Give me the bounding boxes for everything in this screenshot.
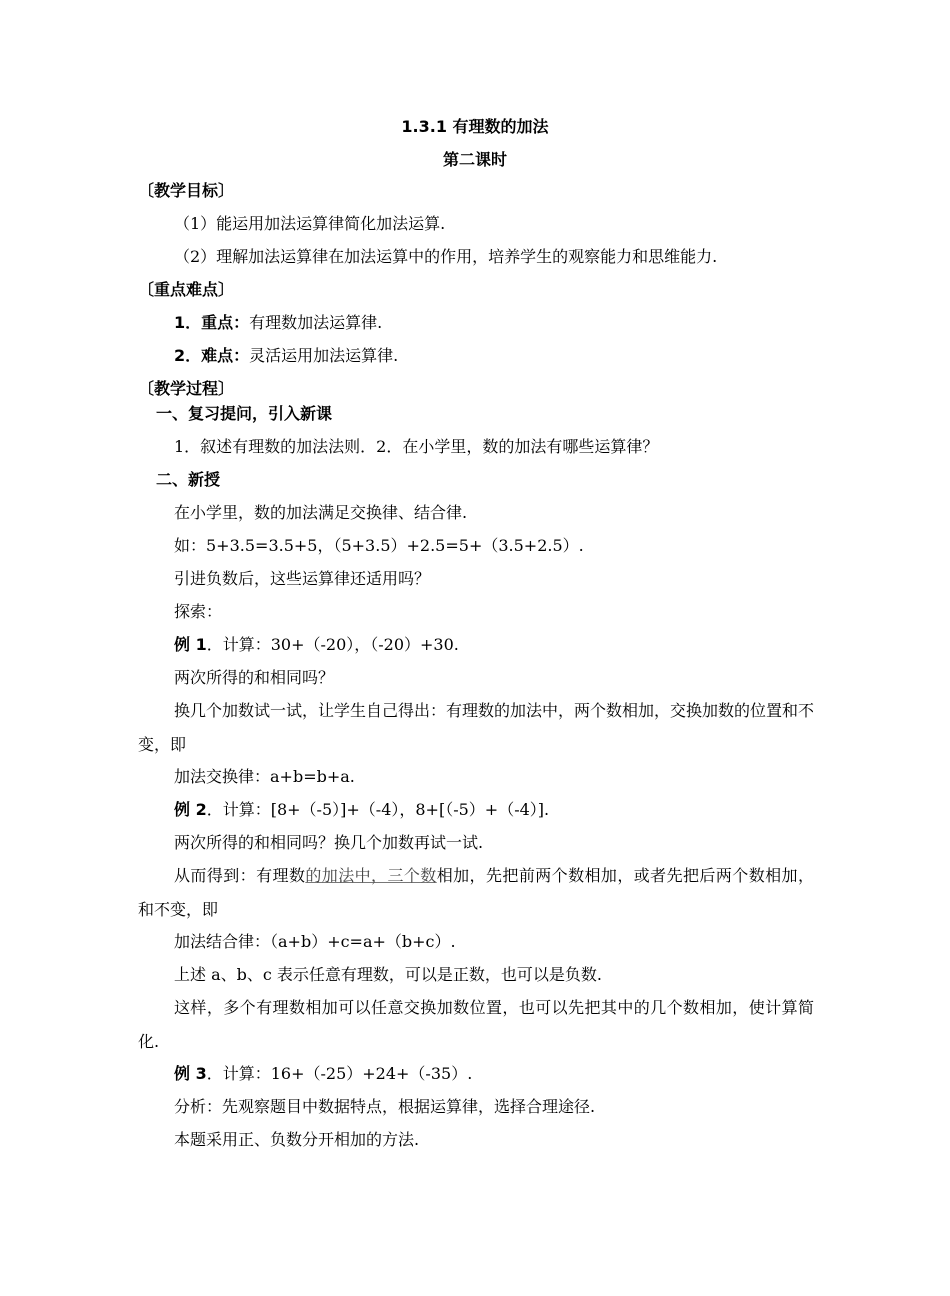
example-label: 例 1 — [174, 635, 207, 654]
objectives-heading: 〔教学目标〕 — [138, 181, 235, 200]
example-2 — [174, 799, 549, 821]
paragraph: 两次所得的和相同吗？换几个加数再试一试. — [174, 833, 484, 852]
paragraph: 加法结合律：（a+b）+c=a+（b+c）. — [174, 932, 456, 951]
key-point-text: 有理数加法运算律. — [249, 313, 383, 332]
example-3 — [174, 1063, 472, 1085]
section-review-heading: 一、复习提问，引入新课 — [156, 404, 333, 423]
paragraph: 两次所得的和相同吗？ — [174, 668, 335, 687]
document-title: 1.3.1 有理数的加法 — [401, 117, 549, 136]
paragraph-wrapped — [138, 859, 814, 927]
key-point-item-2 — [174, 345, 398, 367]
example-1 — [174, 634, 459, 656]
example-text: ．计算：16+（-25）+24+（-35）. — [206, 1064, 473, 1083]
paragraph: 上述 a、b、c 表示任意有理数，可以是正数，也可以是负数. — [174, 965, 603, 984]
underlined-text: 的加法中，三个数 — [305, 866, 437, 885]
key-point-label: 1．重点： — [174, 313, 250, 332]
paragraph: 本题采用正、负数分开相加的方法. — [174, 1130, 420, 1149]
example-text: ．计算：[8+（-5）]+（-4），8+[（-5）+（-4）]. — [206, 800, 550, 819]
objective-item-1: （1）能运用加法运算律简化加法运算. — [174, 214, 446, 233]
document-subtitle: 第二课时 — [442, 150, 507, 169]
key-points-heading: 〔重点难点〕 — [138, 280, 235, 299]
example-label: 例 2 — [174, 800, 207, 819]
section-review-text: 1．叙述有理数的加法法则．2．在小学里，数的加法有哪些运算律？ — [174, 437, 659, 456]
paragraph-wrapped: 这样，多个有理数相加可以任意交换加数位置，也可以先把其中的几个数相加，使计算简化. — [138, 998, 814, 1051]
key-point-item-1 — [174, 312, 382, 334]
difficulty-label: 2．难点： — [174, 346, 250, 365]
process-heading: 〔教学过程〕 — [138, 379, 235, 398]
paragraph: 探索： — [174, 602, 223, 621]
paragraph: 在小学里，数的加法满足交换律、结合律. — [174, 503, 468, 522]
paragraph: 引进负数后，这些运算律还适用吗？ — [174, 569, 431, 588]
objective-item-2: （2）理解加法运算律在加法运算中的作用，培养学生的观察能力和思维能力. — [174, 247, 718, 266]
paragraph: 如：5+3.5=3.5+5，（5+3.5）+2.5=5+（3.5+2.5）. — [174, 536, 584, 555]
example-text: ．计算：30+（-20），（-20）+30. — [206, 635, 459, 654]
text-run: 从而得到：有理数 — [174, 866, 306, 885]
paragraph-wrapped: 换几个加数试一试，让学生自己得出：有理数的加法中，两个数相加，交换加数的位置和不变，即 — [138, 701, 815, 754]
example-label: 例 3 — [174, 1064, 207, 1083]
section-new-heading: 二、新授 — [156, 470, 221, 489]
text-run: 相加，先把前两个数相加，或者先把后两个数相加，和不变，即 — [138, 866, 814, 919]
difficulty-text: 灵活运用加法运算律. — [249, 346, 399, 365]
paragraph: 分析：先观察题目中数据特点，根据运算律，选择合理途径. — [174, 1097, 596, 1116]
paragraph: 加法交换律：a+b=b+a. — [174, 767, 355, 786]
